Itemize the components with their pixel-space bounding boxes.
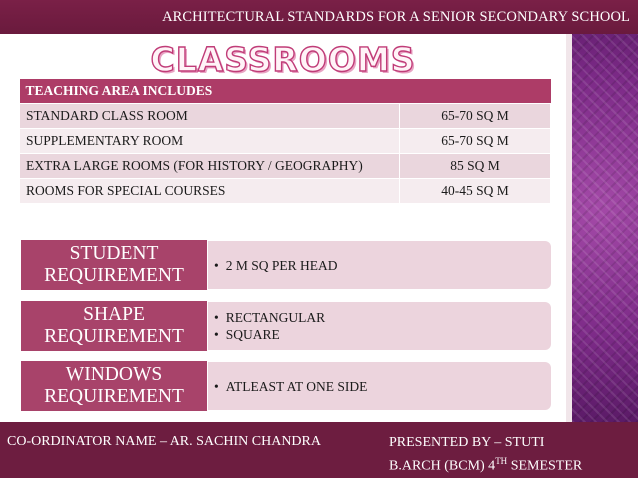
area-cell: 85 SQ M	[400, 154, 551, 179]
table-row	[20, 179, 551, 204]
requirement-bullet: • 2 M SQ PER HEAD	[214, 257, 551, 274]
table-header: TEACHING AREA INCLUDES	[20, 79, 551, 104]
room-cell: SUPPLEMENTARY ROOM	[20, 129, 400, 154]
table-row	[20, 154, 551, 179]
requirement-bullet: • RECTANGULAR	[214, 309, 551, 326]
requirement-label	[20, 239, 208, 291]
slide-header-title: ARCHITECTURAL STANDARDS FOR A SENIOR SECONDARY SCHOOL	[162, 9, 630, 25]
course-prefix: B.ARCH (BCM) 4	[389, 458, 496, 474]
requirement-label-line1: WINDOWS	[65, 364, 163, 385]
requirement-bullet: • SQUARE	[214, 326, 551, 343]
requirement-bullet: • ATLEAST AT ONE SIDE	[214, 378, 551, 395]
requirement-detail	[204, 302, 551, 350]
table-row	[20, 129, 551, 154]
table-row	[20, 104, 551, 129]
room-cell: STANDARD CLASS ROOM	[20, 104, 400, 129]
page-title: CLASSROOMS	[150, 40, 416, 79]
student-requirement-block	[20, 239, 551, 291]
presenter-info	[389, 434, 582, 476]
area-cell: 40-45 SQ M	[400, 179, 551, 204]
shape-requirement-block	[20, 300, 551, 352]
requirement-label-line1: STUDENT	[69, 243, 159, 264]
decorative-side-panel	[572, 34, 638, 422]
room-cell: EXTRA LARGE ROOMS (FOR HISTORY / GEOGRAPHY)	[20, 154, 400, 179]
bottom-bar	[0, 422, 638, 478]
top-bar	[0, 0, 638, 34]
presenter-name: PRESENTED BY – STUTI	[389, 435, 545, 450]
requirement-label-line2: REQUIREMENT	[44, 265, 184, 286]
requirement-label	[20, 360, 208, 412]
course-suffix: SEMESTER	[507, 458, 583, 474]
course-semester	[389, 452, 582, 476]
coordinator-name: CO-ORDINATOR NAME – AR. SACHIN CHANDRA	[7, 434, 321, 449]
requirement-label-line2: REQUIREMENT	[44, 386, 184, 407]
requirement-label-line1: SHAPE	[83, 304, 145, 325]
requirement-detail	[204, 362, 551, 410]
area-cell: 65-70 SQ M	[400, 129, 551, 154]
teaching-area-table	[19, 79, 551, 204]
windows-requirement-block	[20, 360, 551, 412]
requirement-label	[20, 300, 208, 352]
room-cell: ROOMS FOR SPECIAL COURSES	[20, 179, 400, 204]
course-sup: TH	[495, 456, 508, 466]
area-cell: 65-70 SQ M	[400, 104, 551, 129]
requirement-detail	[204, 241, 551, 289]
requirement-label-line2: REQUIREMENT	[44, 326, 184, 347]
